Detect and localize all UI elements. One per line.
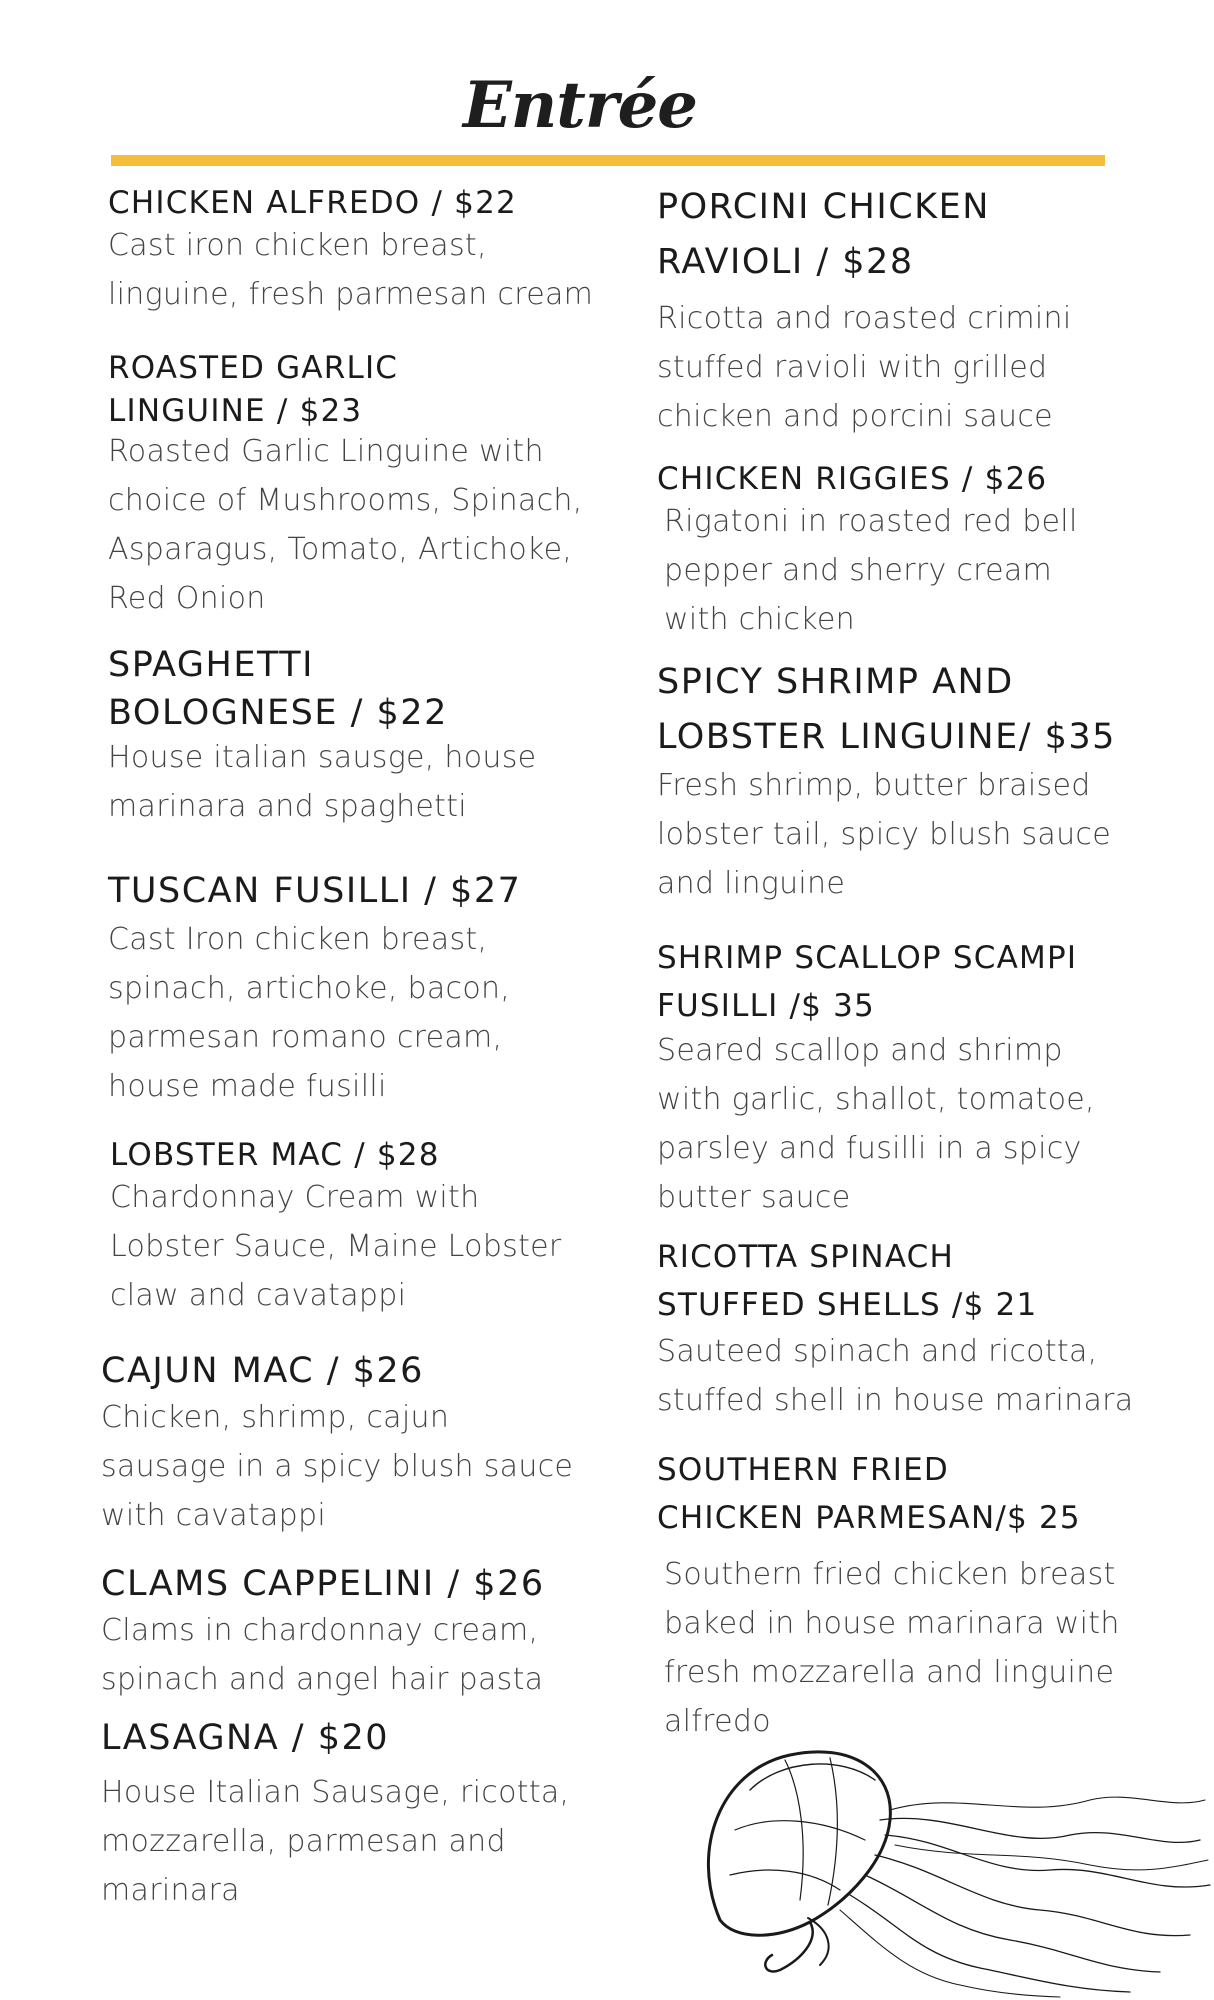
- item-name: ROASTED GARLIC: [108, 350, 399, 386]
- item-description: choice of Mushrooms, Spinach,: [108, 483, 583, 518]
- menu-item-tuscan-fusilli: [108, 864, 628, 1111]
- menu-item-chicken-alfredo: [108, 182, 628, 319]
- item-description: with chicken: [664, 602, 855, 637]
- item-description: Cast Iron chicken breast,: [108, 922, 488, 957]
- jellyfish-illustration-icon: [690, 1700, 1214, 2000]
- menu-item-spaghetti-bolognese: [108, 641, 628, 831]
- item-description: Ricotta and roasted crimini: [657, 301, 1072, 336]
- item-name: CAJUN MAC / $26: [101, 1351, 424, 1391]
- menu-item-ricotta-spinach-stuffed-shells: [657, 1233, 1197, 1425]
- menu-item-chicken-riggies: [657, 458, 1197, 644]
- menu-item-shrimp-scallop-scampi-fusilli: [657, 934, 1197, 1222]
- item-description: Southern fried chicken breast: [664, 1557, 1116, 1592]
- item-description: Red Onion: [108, 581, 266, 616]
- menu-item-roasted-garlic-linguine: [108, 347, 628, 623]
- item-name: SPICY SHRIMP AND: [657, 662, 1014, 702]
- item-name: STUFFED SHELLS /$ 21: [657, 1287, 1038, 1323]
- item-description: Lobster Sauce, Maine Lobster: [110, 1229, 562, 1264]
- title-divider: [111, 155, 1105, 166]
- item-description: Chicken, shrimp, cajun: [101, 1400, 450, 1435]
- menu-item-lobster-mac: [110, 1134, 630, 1320]
- item-name: PORCINI CHICKEN: [657, 187, 990, 227]
- item-description: Seared scallop and shrimp: [657, 1033, 1063, 1068]
- item-description: with cavatappi: [101, 1498, 326, 1533]
- item-description: Sauteed spinach and ricotta,: [657, 1334, 1098, 1369]
- item-description: Clams in chardonnay cream,: [101, 1613, 539, 1648]
- item-description: chicken and porcini sauce: [657, 399, 1053, 434]
- item-description: house made fusilli: [108, 1069, 387, 1104]
- item-name: LOBSTER LINGUINE/ $35: [657, 717, 1116, 757]
- menu-item-cajun-mac: [101, 1344, 631, 1540]
- item-description: spinach, artichoke, bacon,: [108, 971, 511, 1006]
- item-name: LASAGNA / $20: [101, 1718, 390, 1758]
- menu-item-clams-cappelini: [101, 1557, 631, 1704]
- item-description: claw and cavatappi: [110, 1278, 407, 1313]
- item-name: CHICKEN PARMESAN/$ 25: [657, 1500, 1081, 1536]
- menu-item-lasagna: [101, 1714, 631, 1915]
- item-description: stuffed shell in house marinara: [657, 1383, 1134, 1418]
- item-name: RAVIOLI / $28: [657, 242, 914, 282]
- item-name: CLAMS CAPPELINI / $26: [101, 1564, 545, 1604]
- item-description: Roasted Garlic Linguine with: [108, 434, 544, 469]
- item-name: BOLOGNESE / $22: [108, 693, 448, 733]
- item-name: TUSCAN FUSILLI / $27: [108, 871, 522, 911]
- item-description: parmesan romano cream,: [108, 1020, 503, 1055]
- item-description: Cast iron chicken breast,: [108, 228, 487, 263]
- item-name: LINGUINE / $23: [108, 393, 363, 429]
- item-description: Fresh shrimp, butter braised: [657, 768, 1091, 803]
- item-description: House italian sausge, house: [108, 740, 537, 775]
- item-description: mozzarella, parmesan and: [101, 1824, 506, 1859]
- item-description: linguine, fresh parmesan cream: [108, 277, 594, 312]
- item-name: FUSILLI /$ 35: [657, 988, 875, 1024]
- item-description: alfredo: [664, 1704, 771, 1739]
- item-description: fresh mozzarella and linguine: [664, 1655, 1115, 1690]
- item-description: stuffed ravioli with grilled: [657, 350, 1048, 385]
- item-name: CHICKEN RIGGIES / $26: [657, 461, 1048, 497]
- item-description: baked in house marinara with: [664, 1606, 1120, 1641]
- item-description: pepper and sherry cream: [664, 553, 1053, 588]
- item-name: SOUTHERN FRIED: [657, 1452, 949, 1488]
- item-name: CHICKEN ALFREDO / $22: [108, 185, 517, 221]
- item-name: LOBSTER MAC / $28: [110, 1137, 440, 1173]
- item-description: marinara and spaghetti: [108, 789, 467, 824]
- item-description: Chardonnay Cream with: [110, 1180, 480, 1215]
- item-name: SHRIMP SCALLOP SCAMPI: [657, 940, 1078, 976]
- item-name: RICOTTA SPINACH: [657, 1239, 955, 1275]
- item-description: House Italian Sausage, ricotta,: [101, 1775, 570, 1810]
- item-description: with garlic, shallot, tomatoe,: [657, 1082, 1095, 1117]
- item-description: spinach and angel hair pasta: [101, 1662, 544, 1697]
- menu-item-spicy-shrimp-lobster-linguine: [657, 655, 1214, 908]
- item-description: lobster tail, spicy blush sauce: [657, 817, 1111, 852]
- item-name: SPAGHETTI: [108, 645, 314, 685]
- menu-item-porcini-chicken-ravioli: [657, 180, 1197, 441]
- item-description: Rigatoni in roasted red bell: [664, 504, 1078, 539]
- page-title: Entrée: [462, 68, 698, 143]
- item-description: sausage in a spicy blush sauce: [101, 1449, 574, 1484]
- item-description: Asparagus, Tomato, Artichoke,: [108, 532, 573, 567]
- item-description: parsley and fusilli in a spicy: [657, 1131, 1082, 1166]
- item-description: marinara: [101, 1873, 240, 1908]
- item-description: and linguine: [657, 866, 846, 901]
- item-description: butter sauce: [657, 1180, 851, 1215]
